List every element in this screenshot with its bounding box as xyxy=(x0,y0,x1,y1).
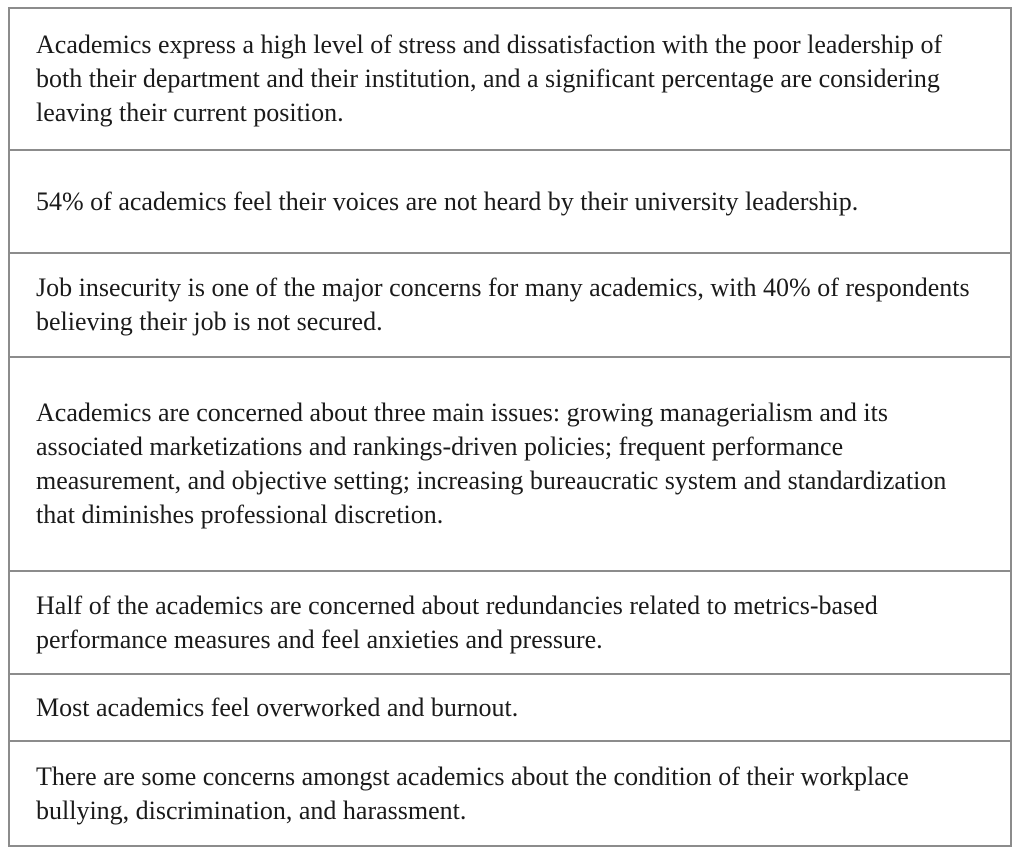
table-cell: Half of the academics are concerned about redundancies related to metrics-based performance measures and feel anxieties and pressure. xyxy=(9,571,1011,674)
table-row xyxy=(9,253,1011,357)
table-row xyxy=(9,150,1011,253)
table-cell: There are some concerns amongst academics about the condition of their workplace bullying, discrimination, and harassment. xyxy=(9,741,1011,846)
table-cell: Academics express a high level of stress and dissatisfaction with the poor leadership of both their department and their institution, and a significant percentage are considering leaving their current position. xyxy=(9,8,1011,150)
table-row xyxy=(9,357,1011,571)
table-row xyxy=(9,8,1011,150)
findings-table-body xyxy=(9,8,1011,846)
table-cell: Job insecurity is one of the major concerns for many academics, with 40% of respondents believing their job is not secured. xyxy=(9,253,1011,357)
table-row xyxy=(9,571,1011,674)
table-row xyxy=(9,741,1011,846)
table-cell: 54% of academics feel their voices are not heard by their university leadership. xyxy=(9,150,1011,253)
table-cell: Most academics feel overworked and burnout. xyxy=(9,674,1011,741)
table-row xyxy=(9,674,1011,741)
table-cell: Academics are concerned about three main issues: growing managerialism and its associated marketizations and rankings-driven policies; frequent performance measurement, and objective setting; increasing bureaucratic system and standardization that diminishes professional discretion. xyxy=(9,357,1011,571)
findings-table xyxy=(8,7,1012,847)
